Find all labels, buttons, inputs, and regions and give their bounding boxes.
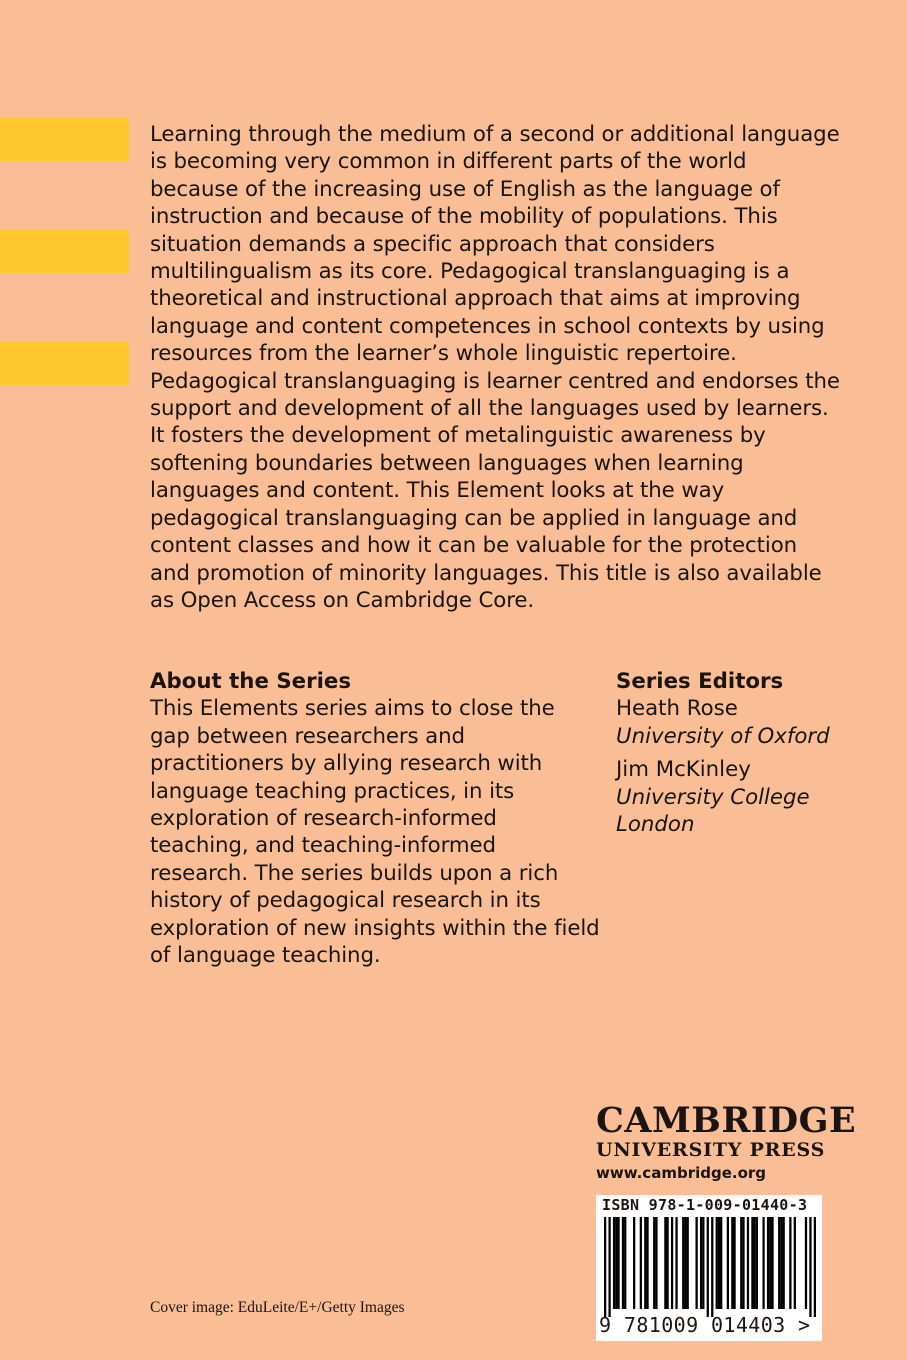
editor-affiliation: University of Oxford (616, 723, 830, 749)
barcode-bar (716, 1217, 718, 1309)
barcode-bar (646, 1217, 648, 1309)
barcode-bar (617, 1217, 619, 1309)
barcode-bar (814, 1217, 816, 1317)
barcode-bar (666, 1217, 668, 1309)
barcode-bar (684, 1217, 686, 1309)
barcode-bar (682, 1217, 684, 1309)
barcode-bar (653, 1217, 655, 1309)
editor-entry (616, 756, 876, 838)
series-editors (616, 668, 876, 844)
publisher-subtitle: UNIVERSITY PRESS (596, 1139, 826, 1161)
isbn-barcode (596, 1195, 822, 1341)
barcode-bar (624, 1217, 626, 1309)
editor-affiliation: University College London (616, 784, 810, 838)
accent-bar-bottom (0, 342, 129, 385)
cover-image-credit: Cover image: EduLeite/E+/Getty Images (150, 1299, 405, 1316)
barcode-bar (771, 1217, 773, 1309)
barcode-bar (720, 1217, 722, 1309)
barcode-bar (700, 1217, 702, 1309)
barcode-bar (644, 1217, 646, 1309)
about-the-series (150, 668, 600, 969)
accent-bar-middle (0, 230, 129, 273)
barcode-bar (756, 1217, 758, 1309)
about-text: This Elements series aims to close the gap between researchers and practitioners by allying research with language teaching practices, in its exploration of research-informed teaching, and teaching-informed research. The series builds upon a rich history of pedagogical research in its exploration of new insights within the field of language teaching. (150, 696, 600, 969)
barcode-bar (707, 1217, 709, 1317)
barcode-bar (780, 1217, 782, 1309)
book-blurb: Learning through the medium of a second or additional language is becoming very common in different parts of the world because of the increasing use of English as the language of instruction and because of the mobility of populations. This situation demands a specific approach that considers multilingualism as its core. Pedagogical translanguaging is a theoretical and instructional approach that aims at improving language and content competences in school contexts by using resources from the learner’s whole linguistic repertoire. Pedagogical translanguaging is learner centred and endorses the support and development of all the languages used by learners. It fosters the development of metalinguistic awareness by softening boundaries between languages when learning languages and content. This Element looks at the way pedagogical translanguaging can be applied in language and content classes and how it can be valuable for the protection and promotion of minority languages. This title is also available as Open Access on Cambridge Core. (150, 122, 840, 613)
barcode-bar (751, 1217, 753, 1309)
barcode-bar (727, 1217, 729, 1309)
barcode-bar (671, 1217, 673, 1309)
barcode-bar (783, 1217, 785, 1309)
barcode-bar (778, 1217, 780, 1309)
barcode-bar (640, 1217, 642, 1309)
editor-name: Jim McKinley (616, 757, 751, 783)
barcode-bar (633, 1217, 635, 1309)
barcode-bar (675, 1217, 677, 1309)
publisher-logo (596, 1100, 857, 1185)
barcode-bar (687, 1217, 689, 1309)
isbn-label: ISBN 978-1-009-01440-3 (602, 1196, 808, 1214)
barcode-bar (655, 1217, 657, 1309)
barcode-bar (747, 1217, 749, 1309)
barcode-bar (809, 1217, 811, 1317)
barcode-bar (711, 1217, 713, 1317)
barcode-bar (718, 1217, 720, 1309)
publisher-website: www.cambridge.org (596, 1164, 767, 1182)
barcode-bar (702, 1217, 704, 1309)
barcode-bar (794, 1217, 796, 1309)
barcode-bar (695, 1217, 697, 1309)
barcode-bar (615, 1217, 617, 1309)
editor-name: Heath Rose (616, 696, 738, 722)
barcode-bar (731, 1217, 733, 1309)
barcode-bar (608, 1217, 610, 1317)
barcode-bar (789, 1217, 791, 1309)
accent-bar-top (0, 118, 129, 161)
editor-entry (616, 695, 876, 750)
barcode-digits: 9 781009 014403 > (599, 1313, 811, 1337)
barcode-bar (664, 1217, 666, 1309)
barcode-bar (604, 1217, 606, 1317)
barcode-bar (769, 1217, 771, 1309)
barcode-bar (805, 1217, 807, 1309)
barcode-bars (604, 1217, 816, 1317)
barcode-bar (740, 1217, 742, 1309)
barcode-bar (613, 1217, 615, 1309)
barcode-bar (754, 1217, 756, 1309)
publisher-name: CAMBRIDGE (596, 1100, 857, 1141)
barcode-bar (767, 1217, 769, 1309)
barcode-bar (742, 1217, 744, 1309)
barcode-bar (622, 1217, 624, 1309)
barcode-bar (733, 1217, 735, 1309)
editors-heading: Series Editors (616, 669, 784, 694)
about-heading: About the Series (150, 669, 352, 694)
barcode-bar (762, 1217, 764, 1309)
